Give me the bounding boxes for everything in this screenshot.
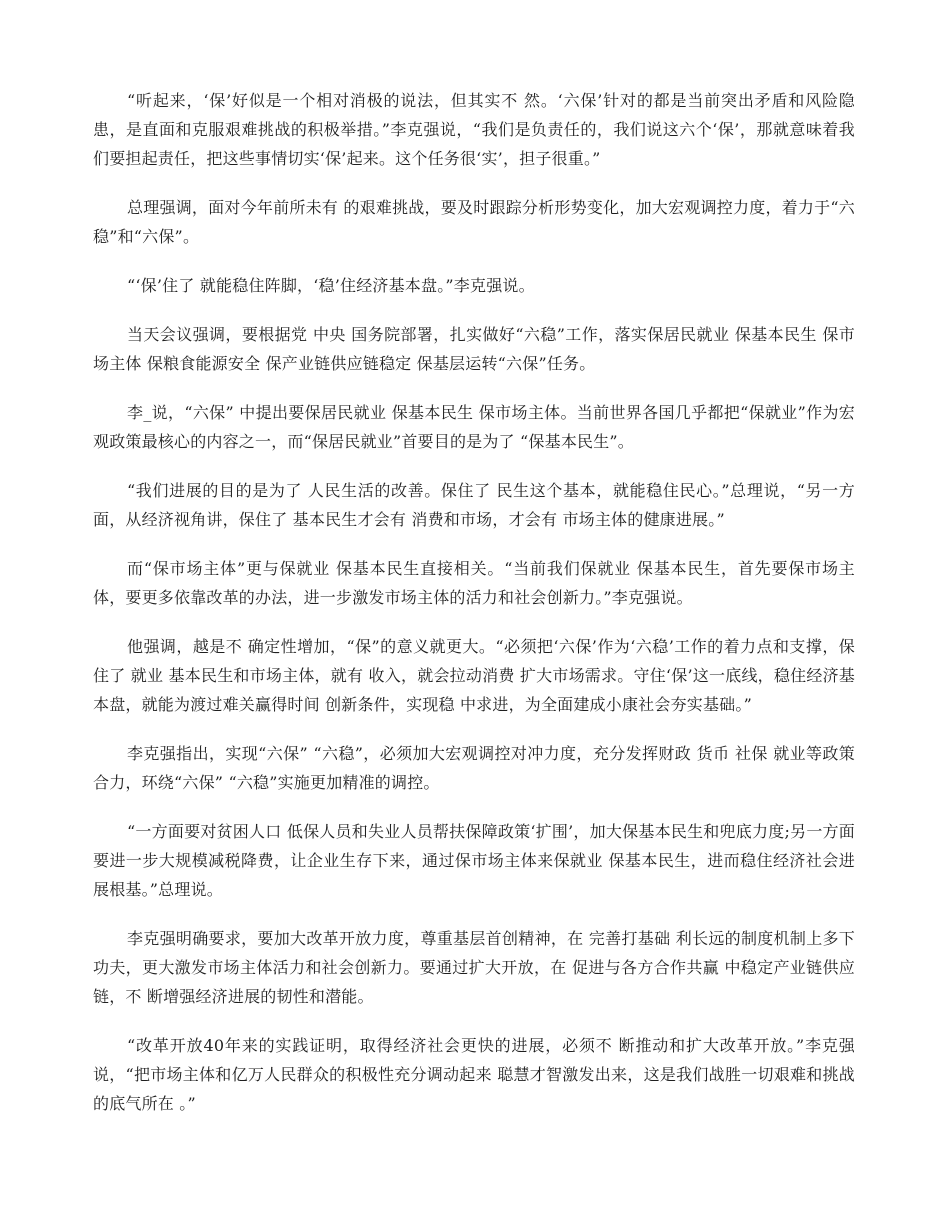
paragraph: 总理强调，面对今年前所未有 的艰难挑战，要及时跟踪分析形势变化，加大宏观调控力度，着力于“六稳”和“六保”。 [93,198,855,246]
paragraph: 当天会议强调，要根据党 中央 国务院部署，扎实做好“六稳”工作，落实保居民就业 保基本民生 保市场主体 保粮食能源安全 保产业链供应链稳定 保基层运转“六保”任务。 [93,325,855,373]
paragraph: “一方面要对贫困人口 低保人员和失业人员帮扶保障政策‘扩围’，加大保基本民生和兜底力度;另一方面要进一步大规模减税降费，让企业生存下来，通过保市场主体来保就业 保基本民生，进而稳住经济社会进展根基。”总理说。 [93,822,855,899]
paragraph: 李克强明确要求，要加大改革开放力度，尊重基层首创精神，在 完善打基础 利长远的制度机制上多下功夫，更大激发市场主体活力和社会创新力。要通过扩大开放，在 促进与各方合作共赢 中稳定产业链供应链，不 断增强经济进展的韧性和潜能。 [93,929,855,1006]
paragraph: “改革开放40年来的实践证明，取得经济社会更快的进展，必须不 断推动和扩大改革开放。”李克强说，“把市场主体和亿万人民群众的积极性充分调动起来 聪慧才智激发出来，这是我们战胜一切艰难和挑战的底气所在 。” [93,1036,855,1113]
paragraph: “‘保’住了 就能稳住阵脚，‘稳’住经济基本盘。”李克强说。 [127,276,535,295]
paragraph: 而“保市场主体”更与保就业 保基本民生直接相关。“当前我们保就业 保基本民生，首先要保市场主体，要更多依靠改革的办法，进一步激发市场主体的活力和社会创新力。”李克强说。 [93,559,855,607]
paragraph: “我们进展的目的是为了 人民生活的改善。保住了 民生这个基本，就能稳住民心。”总理说，“另一方面，从经济视角讲，保住了 基本民生才会有 消费和市场，才会有 市场主体的健康进展。” [93,481,855,529]
paragraph: “听起来，‘保’好似是一个相对消极的说法，但其实不 然。‘六保’针对的都是当前突出矛盾和风险隐患，是直面和克服艰难挑战的积极举措。”李克强说，“我们是负责任的，我们说这六个‘保’，那就意味着我们要担起责任，把这些事情切实‘保’起来。这个任务很‘实’，担子很重。” [93,91,855,168]
paragraph: 李_说，“六保” 中提出要保居民就业 保基本民生 保市场主体。当前世界各国几乎都把“保就业”作为宏观政策最核心的内容之一，而“保居民就业”首要目的是为了 “保基本民生”。 [93,403,855,451]
paragraph: 他强调，越是不 确定性增加，“保”的意义就更大。“必须把‘六保’作为‘六稳’工作的着力点和支撑，保住了 就业 基本民生和市场主体，就有 收入，就会拉动消费 扩大市场需求。守住‘保’这一底线，稳住经济基本盘，就能为渡过难关赢得时间 创新条件，实现稳 中求进，为全面建成小康社会夯实基础。” [93,637,855,714]
paragraph: 李克强指出，实现“六保” “六稳”，必须加大宏观调控对冲力度，充分发挥财政 货币 社保 就业等政策合力，环绕“六保” “六稳”实施更加精准的调控。 [93,744,855,792]
